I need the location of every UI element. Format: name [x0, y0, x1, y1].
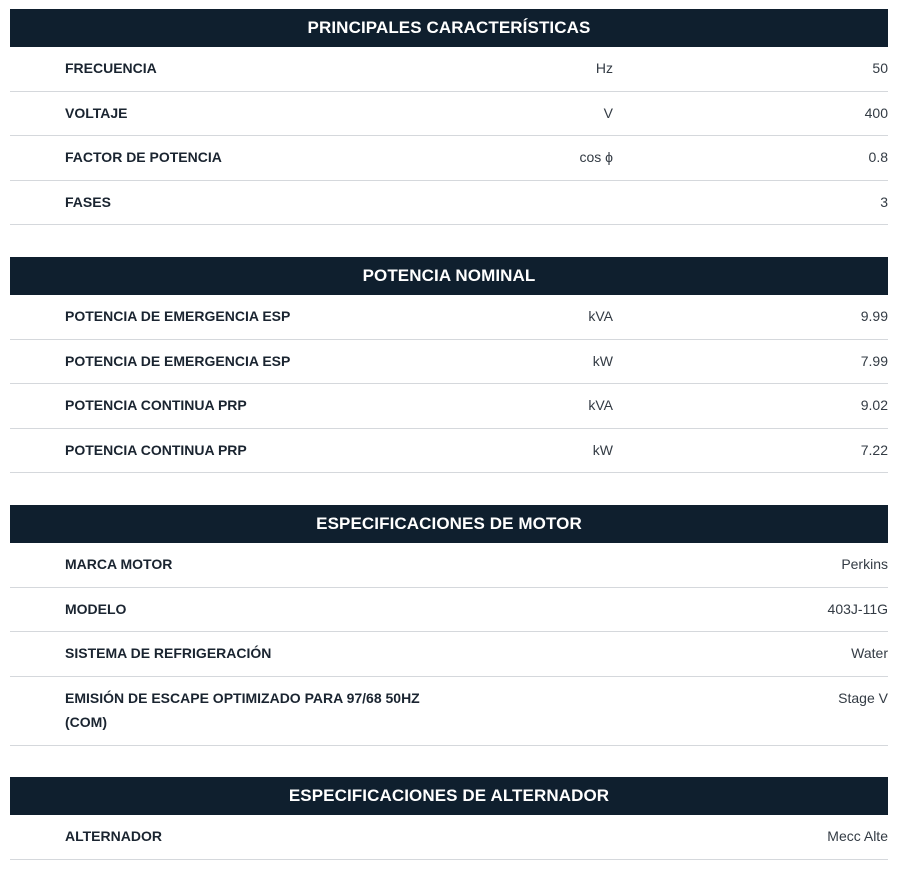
spec-row-model	[10, 588, 888, 633]
spec-label: MARCA MOTOR	[65, 556, 173, 572]
spec-row-prp-kw	[10, 429, 888, 474]
spec-label: FASES	[65, 193, 111, 210]
spec-label: VOLTAJE	[65, 104, 128, 121]
spec-row-voltage	[10, 92, 888, 137]
spec-value: 7.99	[860, 352, 888, 369]
spec-row-cooling	[10, 632, 888, 677]
spec-row-emission	[10, 677, 888, 746]
spec-row-engine-brand	[10, 543, 888, 588]
spec-value: Water	[851, 645, 888, 661]
section-alternator-specs	[10, 777, 888, 860]
spec-row-frequency	[10, 47, 888, 92]
spec-unit: kVA	[588, 397, 613, 413]
spec-label: FRECUENCIA	[65, 60, 157, 76]
spec-value: 400	[864, 104, 888, 121]
section-main-characteristics	[10, 9, 888, 225]
spec-value: Mecc Alte	[827, 828, 888, 844]
section-header: POTENCIA NOMINAL	[10, 257, 888, 295]
spec-value: 403J-11G	[827, 600, 888, 617]
spec-label: ALTERNADOR	[65, 828, 162, 844]
spec-unit: cos ϕ	[579, 149, 613, 165]
spec-value: Perkins	[841, 556, 888, 572]
section-header: ESPECIFICACIONES DE ALTERNADOR	[10, 777, 888, 815]
section-engine-specs	[10, 505, 888, 746]
spec-value: 0.8	[868, 149, 888, 165]
spec-value: 3	[880, 193, 888, 210]
spec-row-power-factor	[10, 136, 888, 181]
spec-unit: kW	[592, 352, 613, 369]
spec-value: 7.22	[860, 441, 888, 458]
spec-label: EMISIÓN DE ESCAPE OPTIMIZADO PARA 97/68 50HZ (COM)	[65, 689, 420, 730]
spec-label: POTENCIA CONTINUA PRP	[65, 441, 247, 458]
spec-unit: Hz	[595, 60, 613, 76]
spec-row-phases	[10, 181, 888, 226]
spec-value: 9.99	[860, 308, 888, 324]
spec-row-prp-kva	[10, 384, 888, 429]
section-header: PRINCIPALES CARACTERÍSTICAS	[10, 9, 888, 47]
spec-label: SISTEMA DE REFRIGERACIÓN	[65, 645, 272, 661]
spec-value: 9.02	[860, 397, 888, 413]
spec-label: POTENCIA DE EMERGENCIA ESP	[65, 352, 291, 369]
section-rated-power	[10, 257, 888, 473]
spec-value: Stage V	[838, 689, 888, 706]
spec-label: MODELO	[65, 600, 127, 617]
spec-row-alternator	[10, 815, 888, 860]
spec-row-esp-kva	[10, 295, 888, 340]
spec-label: FACTOR DE POTENCIA	[65, 149, 222, 165]
section-header: ESPECIFICACIONES DE MOTOR	[10, 505, 888, 543]
spec-label: POTENCIA CONTINUA PRP	[65, 397, 247, 413]
spec-label: POTENCIA DE EMERGENCIA ESP	[65, 308, 291, 324]
spec-unit: kVA	[588, 308, 613, 324]
spec-unit: V	[603, 104, 613, 121]
spec-value: 50	[872, 60, 888, 76]
spec-unit: kW	[592, 441, 613, 458]
spec-row-esp-kw	[10, 340, 888, 385]
